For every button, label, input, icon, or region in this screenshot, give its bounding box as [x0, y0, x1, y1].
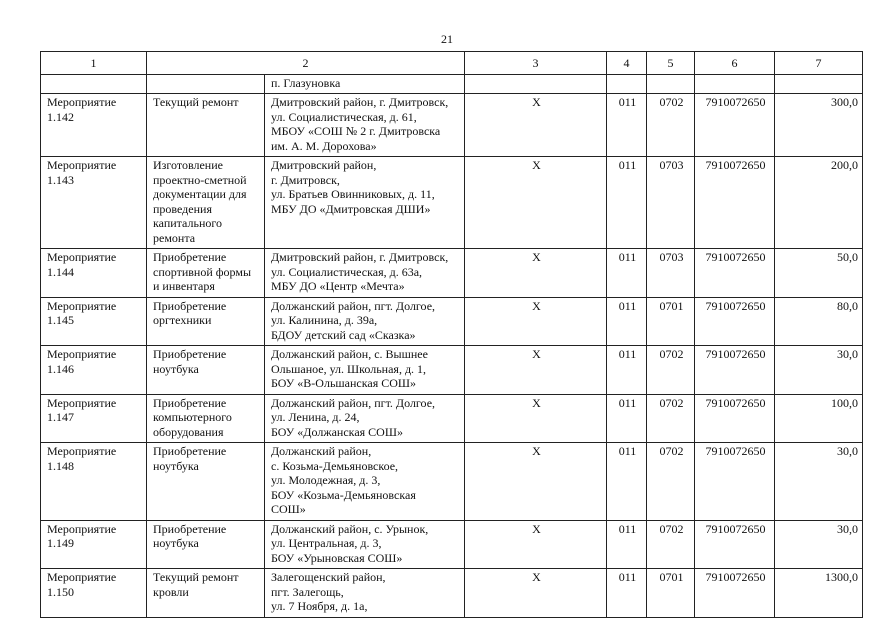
cell-col7: 300,0 [775, 94, 863, 157]
cell-col6: 7910072650 [695, 297, 775, 346]
measure-name-line: ремонта [153, 230, 196, 245]
cell-id [41, 394, 147, 443]
measure-name-line: Изготовление [153, 158, 223, 172]
address-line: БОУ «В-Ольшанская СОШ» [271, 376, 417, 390]
cell-col4: 011 [607, 157, 647, 249]
cell-col5 [647, 74, 695, 94]
header-col-1: 1 [41, 52, 147, 75]
cell-col4: 011 [607, 520, 647, 569]
cell-name [147, 74, 265, 94]
cell-id [41, 346, 147, 395]
cell-col6: 7910072650 [695, 249, 775, 298]
measure-name-line: Текущий ремонт [153, 570, 239, 584]
measure-name-line: и инвентаря [153, 279, 215, 293]
cell-address [265, 249, 465, 298]
address-line: СОШ» [271, 502, 306, 516]
header-col-2: 2 [147, 52, 465, 75]
cell-id [41, 74, 147, 94]
measure-id-line: Мероприятие [47, 444, 117, 458]
measure-id-line: 1.150 [47, 584, 74, 599]
measure-id-line: 1.147 [47, 410, 74, 424]
cell-col7: 1300,0 [775, 569, 863, 618]
cell-col7: 30,0 [775, 443, 863, 521]
cell-col3: X [465, 346, 607, 395]
cell-col5: 0701 [647, 569, 695, 618]
cell-name [147, 443, 265, 521]
cell-col5: 0701 [647, 297, 695, 346]
measure-name-line: проведения [153, 201, 212, 216]
measure-name-line: компьютерного [153, 410, 232, 424]
page-number: 21 [441, 32, 453, 46]
address-line: МБОУ «СОШ № 2 г. Дмитровска [271, 124, 441, 138]
measure-name-line: Приобретение [153, 347, 227, 361]
table-row [41, 249, 863, 298]
cell-col4: 011 [607, 394, 647, 443]
table-row [41, 346, 863, 395]
cell-col6: 7910072650 [695, 157, 775, 249]
cell-col3: X [465, 443, 607, 521]
measure-name-line: Приобретение [153, 250, 227, 264]
address-line: Дмитровский район, г. Дмитровск, [271, 250, 449, 264]
measure-name-line: Приобретение [153, 521, 227, 536]
cell-address [265, 157, 465, 249]
cell-col3: X [465, 94, 607, 157]
measure-name-line: Приобретение [153, 395, 227, 410]
measure-id-line: 1.142 [47, 109, 74, 124]
measure-name-line: оборудования [153, 424, 224, 439]
cell-address [265, 443, 465, 521]
cell-col5: 0703 [647, 157, 695, 249]
address-line: Должанский район, пгт. Долгое, [271, 298, 436, 313]
cell-name [147, 569, 265, 618]
address-line: ул. Социалистическая, д. 61, [271, 109, 417, 124]
address-line: пгт. Залегощь, [271, 584, 344, 599]
address-line: Должанский район, [271, 444, 372, 458]
continuation-row [41, 74, 863, 94]
cell-col3: X [465, 520, 607, 569]
measure-name-line: документации для [153, 187, 247, 201]
address-line: Должанский район, пгт. Долгое, [271, 395, 436, 410]
address-line: с. Козьма-Демьяновское, [271, 458, 399, 473]
table-row [41, 569, 863, 618]
address-line: Должанский район, с. Вышнее [271, 347, 428, 361]
cell-id [41, 569, 147, 618]
measure-id-line: 1.145 [47, 313, 74, 327]
address-line: им. А. М. Дорохова» [271, 138, 377, 153]
cell-col3: X [465, 157, 607, 249]
address-line: БОУ «Козьма-Демьяновская [271, 487, 416, 502]
address-line: ул. Братьев Овинниковых, д. 11, [271, 187, 435, 201]
header-row [41, 52, 863, 75]
cell-col5: 0702 [647, 346, 695, 395]
address-line: МБУ ДО «Дмитровская ДШИ» [271, 201, 431, 216]
header-col-4: 4 [607, 52, 647, 75]
cell-address [265, 569, 465, 618]
measure-name-line: ноутбука [153, 361, 199, 376]
cell-address [265, 520, 465, 569]
cell-address [265, 74, 465, 94]
measure-name-line: проектно-сметной [153, 172, 247, 187]
address-line: Ольшаное, ул. Школьная, д. 1, [271, 361, 427, 376]
cell-name [147, 297, 265, 346]
cell-address [265, 346, 465, 395]
cell-name [147, 520, 265, 569]
cell-col3: X [465, 249, 607, 298]
address-line: БДОУ детский сад «Сказка» [271, 327, 416, 342]
cell-address [265, 94, 465, 157]
cell-id [41, 443, 147, 521]
header-col-3: 3 [465, 52, 607, 75]
cell-col6: 7910072650 [695, 569, 775, 618]
cell-col6: 7910072650 [695, 443, 775, 521]
cell-name [147, 157, 265, 249]
cell-col5: 0702 [647, 94, 695, 157]
address-line: Дмитровский район, [271, 158, 377, 172]
table-row [41, 94, 863, 157]
cell-col7: 200,0 [775, 157, 863, 249]
header-col-5: 5 [647, 52, 695, 75]
address-line: Залегощенский район, [271, 570, 386, 584]
measure-id-line: Мероприятие [47, 347, 117, 361]
measure-id-line: Мероприятие [47, 250, 117, 264]
cell-col7: 50,0 [775, 249, 863, 298]
address-line: ул. Социалистическая, д. 63а, [271, 264, 423, 279]
table-row [41, 297, 863, 346]
cell-name [147, 249, 265, 298]
table-row [41, 443, 863, 521]
header-col-6: 6 [695, 52, 775, 75]
address-line: Дмитровский район, г. Дмитровск, [271, 95, 449, 109]
measure-name-line: капитального [153, 216, 222, 230]
address-line: ул. Калинина, д. 39а, [271, 313, 378, 327]
table-row [41, 520, 863, 569]
cell-col7: 100,0 [775, 394, 863, 443]
measure-name-line: Текущий ремонт [153, 95, 239, 109]
address-line: п. Глазуновка [271, 75, 341, 90]
measure-name-line: спортивной формы [153, 264, 252, 279]
cell-col4: 011 [607, 297, 647, 346]
cell-col6: 7910072650 [695, 94, 775, 157]
measure-id-line: 1.144 [47, 264, 74, 279]
measure-name-line: оргтехники [153, 313, 212, 327]
cell-name [147, 394, 265, 443]
cell-col4: 011 [607, 443, 647, 521]
measure-id-line: Мероприятие [47, 521, 117, 536]
cell-col4 [607, 74, 647, 94]
measure-name-line: Приобретение [153, 298, 227, 313]
table-row [41, 157, 863, 249]
address-line: ул. Центральная, д. 3, [271, 536, 382, 550]
cell-col5: 0702 [647, 520, 695, 569]
measure-id-line: Мероприятие [47, 570, 117, 584]
measure-name-line: ноутбука [153, 458, 199, 473]
measure-id-line: 1.146 [47, 361, 74, 376]
cell-id [41, 94, 147, 157]
header-col-7: 7 [775, 52, 863, 75]
cell-col6: 7910072650 [695, 346, 775, 395]
measure-id-line: Мероприятие [47, 95, 117, 109]
cell-col7: 30,0 [775, 346, 863, 395]
cell-col5: 0702 [647, 443, 695, 521]
cell-address [265, 394, 465, 443]
cell-col4: 011 [607, 569, 647, 618]
cell-id [41, 520, 147, 569]
address-line: г. Дмитровск, [271, 172, 340, 187]
measure-id-line: Мероприятие [47, 158, 117, 172]
cell-col3: X [465, 394, 607, 443]
cell-id [41, 297, 147, 346]
cell-col7: 30,0 [775, 520, 863, 569]
measure-id-line: Мероприятие [47, 298, 117, 313]
cell-name [147, 346, 265, 395]
cell-col7 [775, 74, 863, 94]
cell-id [41, 249, 147, 298]
address-line: Должанский район, с. Урынок, [271, 521, 429, 536]
cell-col5: 0702 [647, 394, 695, 443]
cell-col7: 80,0 [775, 297, 863, 346]
cell-col3: X [465, 569, 607, 618]
cell-col6 [695, 74, 775, 94]
cell-col4: 011 [607, 346, 647, 395]
measure-name-line: ноутбука [153, 536, 199, 550]
cell-col3 [465, 74, 607, 94]
cell-id [41, 157, 147, 249]
budget-table [40, 51, 863, 618]
address-line: МБУ ДО «Центр «Мечта» [271, 279, 405, 293]
address-line: БОУ «Должанская СОШ» [271, 424, 403, 439]
cell-address [265, 297, 465, 346]
address-line: ул. Молодежная, д. 3, [271, 473, 381, 487]
measure-name-line: кровли [153, 584, 189, 599]
cell-col5: 0703 [647, 249, 695, 298]
table-row [41, 394, 863, 443]
address-line: ул. 7 Ноября, д. 1а, [271, 599, 368, 613]
address-line: ул. Ленина, д. 24, [271, 410, 360, 424]
cell-col6: 7910072650 [695, 520, 775, 569]
measure-id-line: Мероприятие [47, 395, 117, 410]
cell-col4: 011 [607, 94, 647, 157]
measure-id-line: 1.149 [47, 536, 74, 550]
cell-col3: X [465, 297, 607, 346]
measure-name-line: Приобретение [153, 444, 227, 458]
address-line: БОУ «Урыновская СОШ» [271, 550, 403, 565]
measure-id-line: 1.148 [47, 458, 74, 473]
measure-id-line: 1.143 [47, 172, 74, 187]
cell-col6: 7910072650 [695, 394, 775, 443]
cell-name [147, 94, 265, 157]
cell-col4: 011 [607, 249, 647, 298]
